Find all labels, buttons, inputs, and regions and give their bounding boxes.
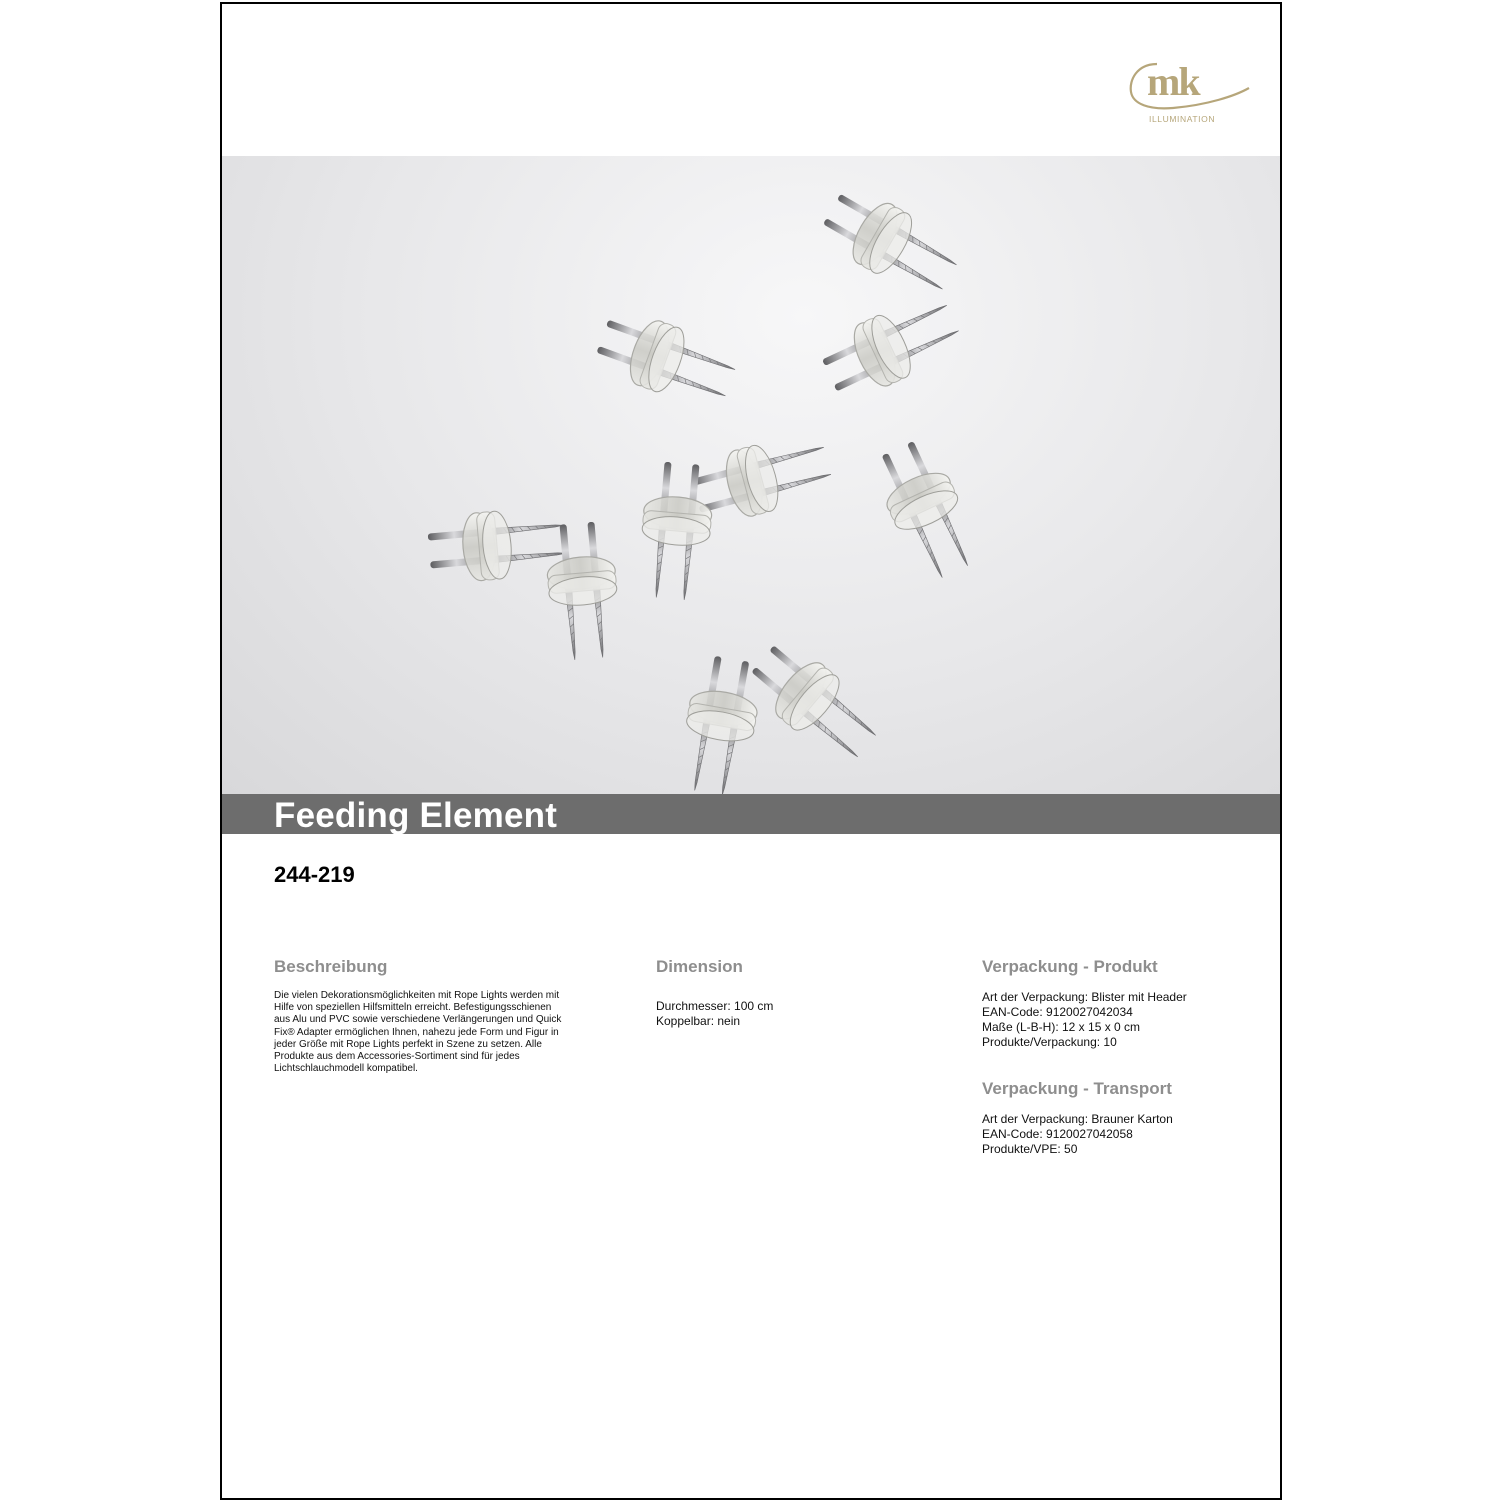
- packaging-product-heading: Verpackung - Produkt: [982, 957, 1158, 976]
- packaging-transport-line: Art der Verpackung: Brauner Karton: [982, 1112, 1173, 1126]
- packaging-product-line: Produkte/Verpackung: 10: [982, 1035, 1117, 1049]
- dimension-line: Koppelbar: nein: [656, 1014, 741, 1028]
- connector-photo-item: [591, 304, 742, 414]
- svg-text:mk: mk: [1147, 59, 1199, 104]
- product-sheet: [220, 2, 1282, 1500]
- packaging-product-line: EAN-Code: 9120027042034: [982, 1005, 1133, 1019]
- product-photo: [222, 156, 1280, 796]
- title-bar: [222, 794, 1280, 834]
- mk-illumination-logo: [1127, 52, 1252, 127]
- connector-photo-item: [543, 520, 623, 661]
- product-title: Feeding Element: [274, 796, 558, 835]
- description-section: [274, 956, 569, 1075]
- description-heading: Beschreibung: [274, 957, 388, 976]
- connector-photo-item: [675, 653, 766, 796]
- packaging-product-line: Maße (L-B-H): 12 x 15 x 0 cm: [982, 1020, 1141, 1034]
- packaging-transport-heading: Verpackung - Transport: [982, 1079, 1172, 1098]
- packaging-product-line: Art der Verpackung: Blister mit Header: [982, 990, 1187, 1004]
- article-number: 244-219: [274, 862, 355, 887]
- packaging-section: [982, 956, 1262, 1157]
- connector-photo-item: [815, 180, 967, 307]
- svg-text:ILLUMINATION: ILLUMINATION: [1149, 114, 1216, 124]
- dimension-heading: Dimension: [656, 957, 743, 976]
- connector-photo-item: [426, 505, 567, 585]
- connector-photo-item: [867, 434, 986, 586]
- connector-photo-item: [815, 287, 967, 406]
- connector-photo-item: [741, 633, 889, 773]
- description-text: Die vielen Dekorationsmöglichkeiten mit Rope Lights werden mit Hilfe von speziellen Hilfsmitteln erreicht. Befestigungsschienen aus Alu und PVC sowie verschiedene Verlängerungen und Quick Fix® Adapter ermöglichen Ihnen, nahezu jede Form und Figur in jeder Größe mit Rope Lights perfekt in Szene zu setzen. Alle Produkte aus dem Accessories-Sortiment sind für jedes Lichtschlauchmodell kompatibel.: [274, 990, 562, 1075]
- packaging-transport-line: Produkte/VPE: 50: [982, 1142, 1078, 1156]
- dimension-section: [656, 956, 916, 1029]
- packaging-transport-line: EAN-Code: 9120027042058: [982, 1127, 1133, 1141]
- dimension-line: Durchmesser: 100 cm: [656, 999, 774, 1013]
